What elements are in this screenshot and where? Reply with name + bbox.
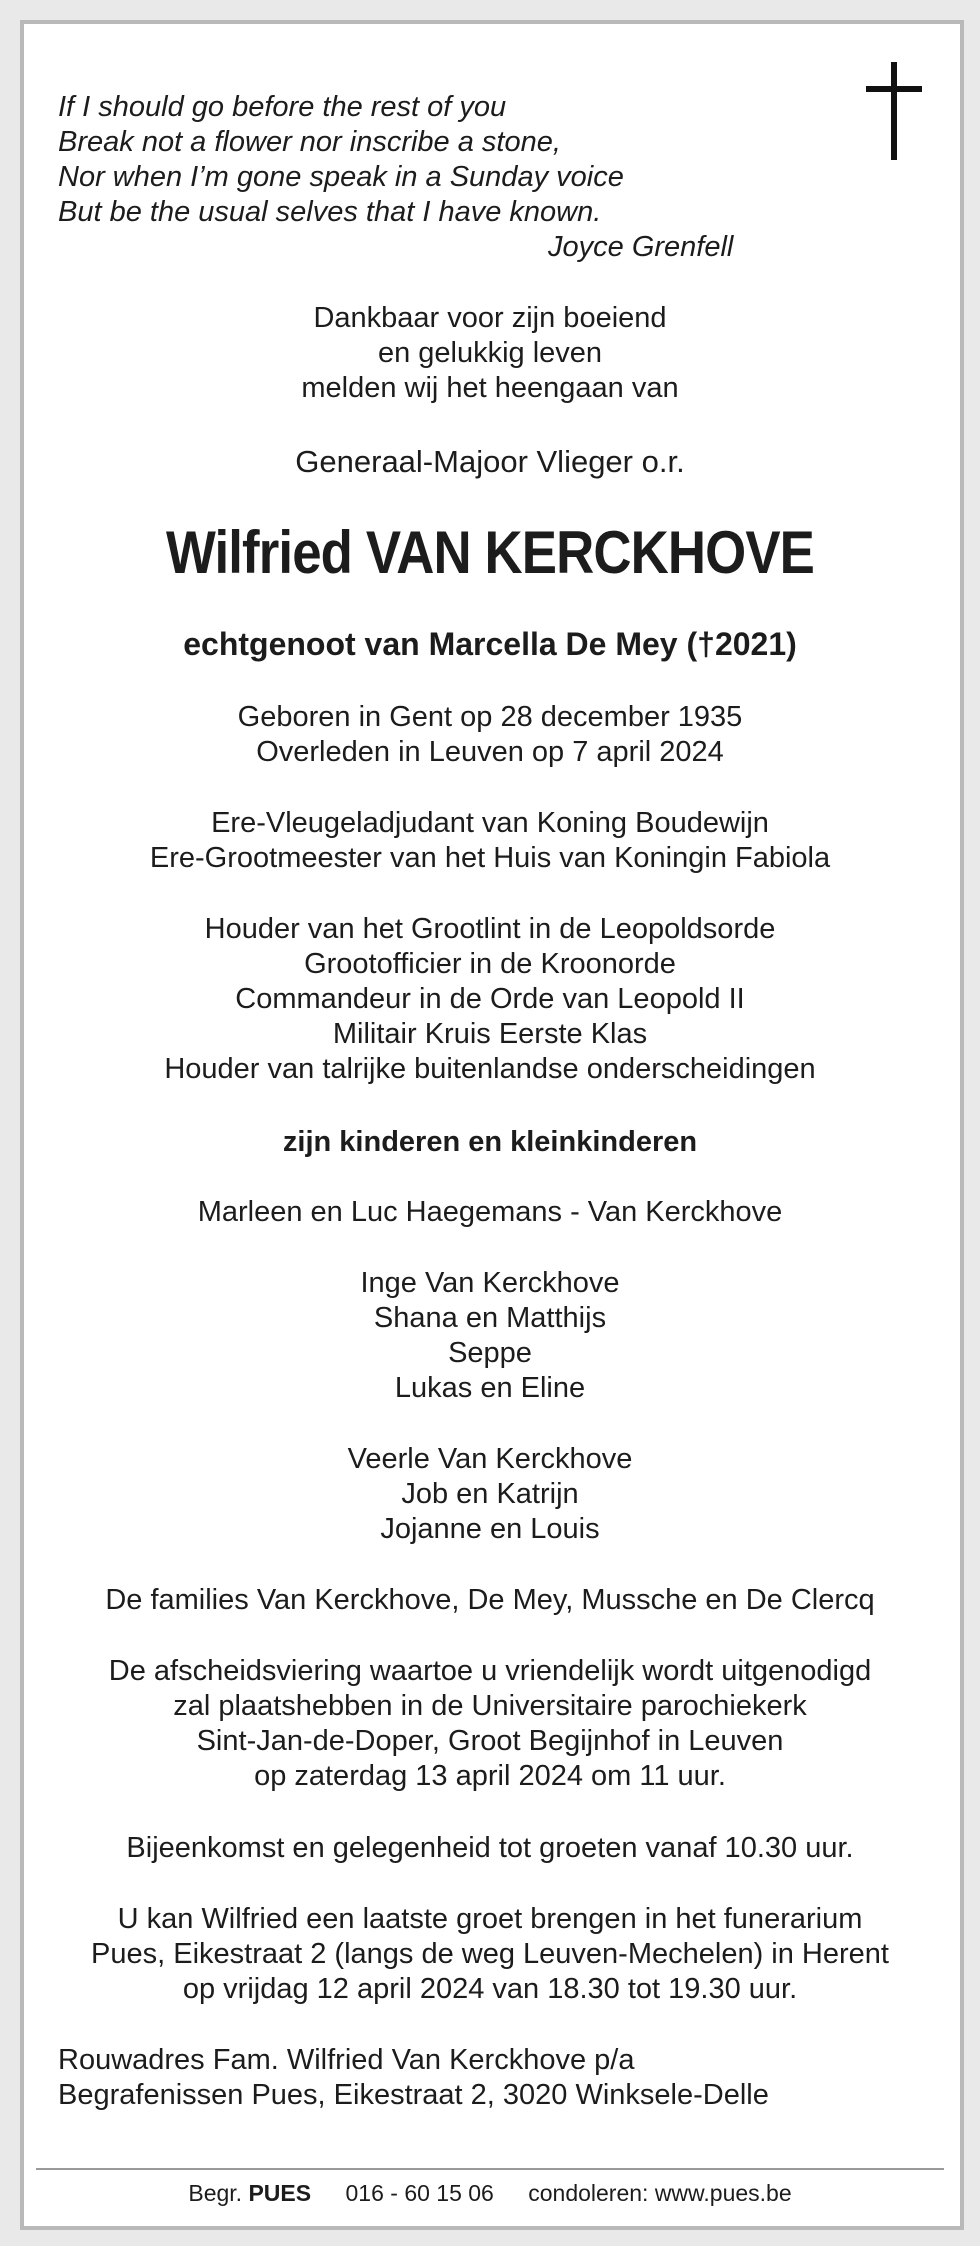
ceremony-details [24,1654,956,1794]
gathering-line: Bijeenkomst en gelegenheid tot groeten vanaf 10.30 uur. [126,1832,854,1864]
families-line: De families Van Kerckhove, De Mey, Mussche en De Clercq [105,1584,875,1616]
poem-author: Joyce Grenfell [548,231,734,263]
ceremony-line: Sint-Jan-de-Doper, Groot Begijnhof in Leuven [196,1725,784,1757]
decoration-line: Grootofficier in de Kroonorde [304,948,676,980]
address-line: Rouwadres Fam. Wilfried Van Kerckhove p/a [58,2044,635,2076]
poem-line: If I should go before the rest of you [58,91,507,123]
decoration-line: Houder van talrijke buitenlandse onderscheidingen [164,1053,816,1085]
family-member: Veerle Van Kerckhove [347,1443,633,1475]
spouse-line: echtgenoot van Marcella De Mey (†2021) [183,626,797,662]
role-line: Ere-Grootmeester van het Huis van Koningin Fabiola [149,842,831,874]
life-dates [24,700,956,770]
role-line: Ere-Vleugeladjudant van Koning Boudewijn [211,807,769,839]
condolences-link[interactable]: condoleren: www.pues.be [528,2180,792,2206]
funeral-home-brand: PUES [248,2180,312,2206]
footer [24,2178,956,2208]
family-member: Lukas en Eline [394,1372,586,1404]
family-member: Seppe [448,1337,532,1369]
viewing-details [24,1902,956,2007]
ceremony-line: De afscheidsviering waartoe u vriendelijk wordt uitgenodigd [108,1655,872,1687]
honorary-roles [24,806,956,876]
family-member: Marleen en Luc Haegemans - Van Kerckhove [197,1196,783,1228]
family-group [24,1442,956,1547]
intro-line: melden wij het heengaan van [301,372,679,404]
viewing-line: U kan Wilfried een laatste groet brengen in het funerarium [117,1903,863,1935]
funeral-home-prefix: Begr. [188,2180,243,2206]
viewing-line: op vrijdag 12 april 2024 van 18.30 tot 19.30 uur. [182,1973,798,2005]
poem [58,90,858,265]
decorations [24,912,956,1087]
decoration-line: Militair Kruis Eerste Klas [332,1018,648,1050]
funeral-home-phone: 016 - 60 15 06 [345,2180,494,2206]
family-member: Shana en Matthijs [373,1302,607,1334]
footer-divider [36,2168,944,2170]
ceremony-line: op zaterdag 13 april 2024 om 11 uur. [254,1760,726,1792]
birth-line: Geboren in Gent op 28 december 1935 [237,701,743,733]
family-group [24,1195,956,1230]
family-group [24,1266,956,1406]
cross-icon [866,62,922,160]
family-member: Jojanne en Louis [380,1513,600,1545]
ceremony-line: zal plaatshebben in de Universitaire parochiekerk [173,1690,807,1722]
intro-line: en gelukkig leven [377,337,603,369]
deceased-name: Wilfried VAN KERCKHOVE [165,519,815,586]
family-member: Inge Van Kerckhove [360,1267,620,1299]
intro [24,301,956,406]
decoration-line: Commandeur in de Orde van Leopold II [235,983,745,1015]
funeral-home [188,2180,311,2206]
viewing-line: Pues, Eikestraat 2 (langs de weg Leuven-Mechelen) in Herent [91,1938,889,1970]
family-heading: zijn kinderen en kleinkinderen [282,1126,698,1158]
family-member: Job en Katrijn [401,1478,579,1510]
mourning-address [58,2043,938,2113]
address-line: Begrafenissen Pues, Eikestraat 2, 3020 Winksele-Delle [58,2079,769,2111]
decoration-line: Houder van het Grootlint in de Leopoldsorde [204,913,776,945]
death-line: Overleden in Leuven op 7 april 2024 [256,736,724,768]
poem-line: But be the usual selves that I have known. [58,196,602,228]
rank-title: Generaal-Majoor Vlieger o.r. [295,444,685,479]
poem-line: Nor when I’m gone speak in a Sunday voice [58,161,624,193]
intro-line: Dankbaar voor zijn boeiend [313,302,667,334]
poem-line: Break not a flower nor inscribe a stone, [58,126,561,158]
